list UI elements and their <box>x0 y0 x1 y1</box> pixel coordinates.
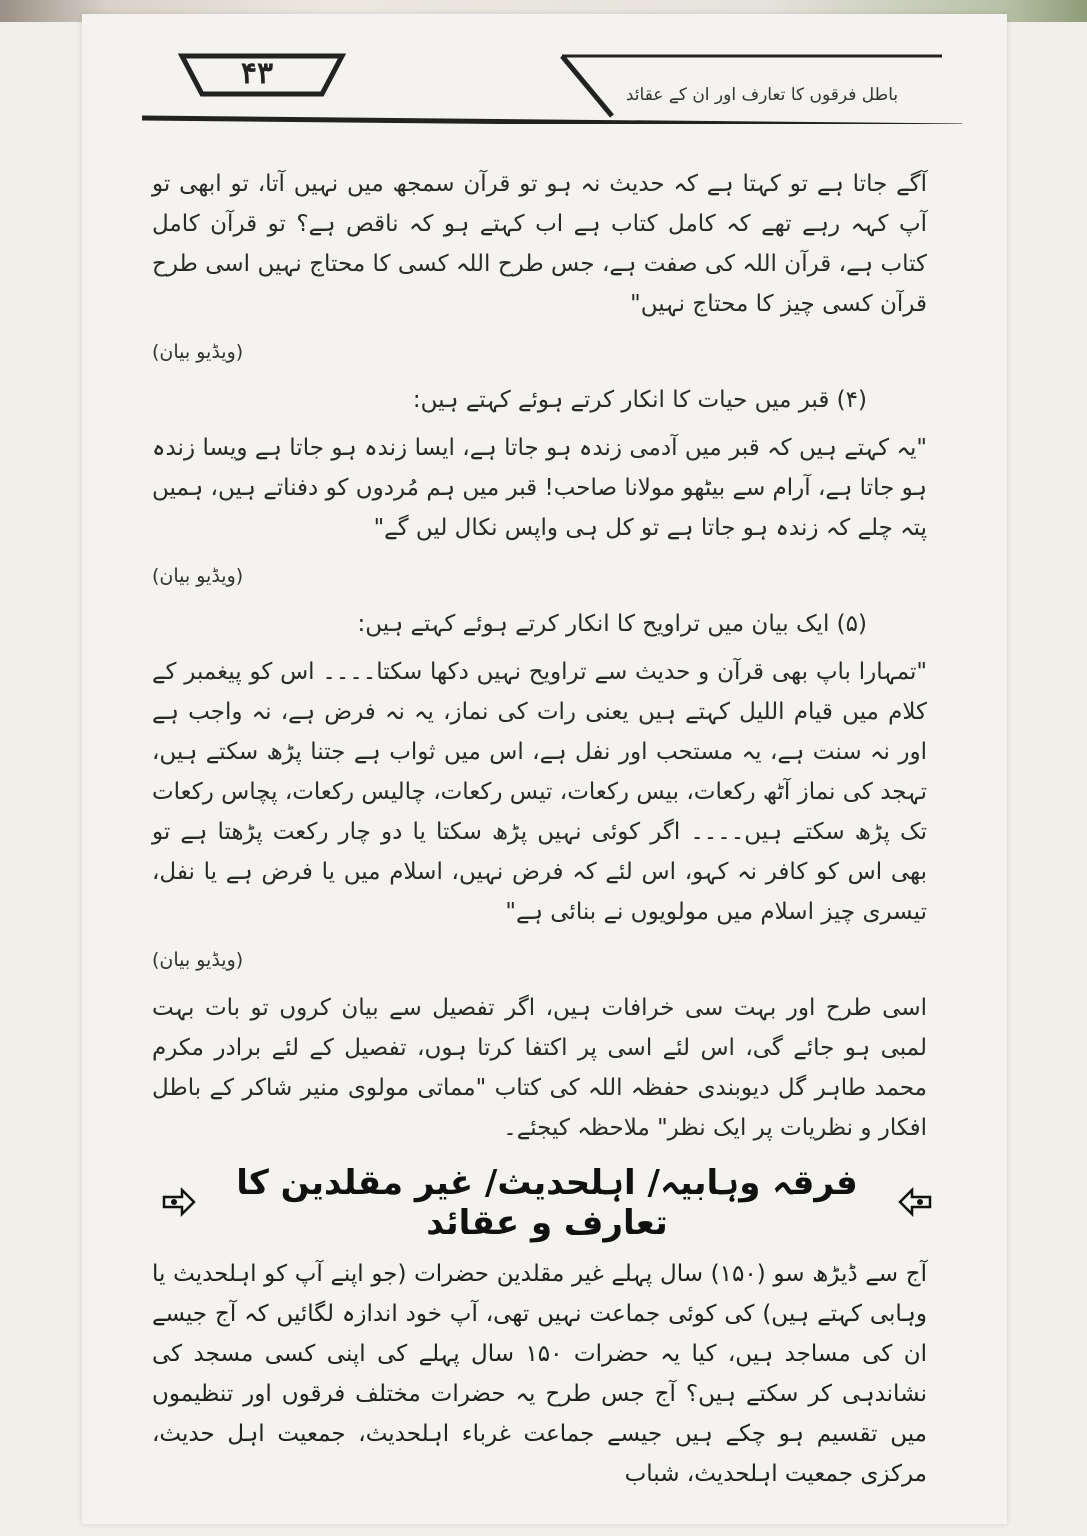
book-page <box>82 14 1007 1524</box>
section-heading <box>162 1162 932 1243</box>
ornament-icon <box>898 1185 932 1219</box>
citation: (ویڈیو بیان) <box>152 949 244 971</box>
paragraph-heading: (۴) قبر میں حیات کا انکار کرتے ہوئے کہتے ہیں: <box>412 387 867 413</box>
page-header <box>142 34 962 124</box>
paragraph: آگے جاتا ہے تو کہتا ہے کہ حدیث نہ ہو تو قرآن سمجھ میں نہیں آتا، تو ابھی تو آپ کہہ رہے تھے کہ کامل کتاب ہے اب کہتے ہو کہ ناقص ہے؟ تو قرآن کامل کتاب ہے، قرآن اللہ کی صفت ہے، جس طرح اللہ کسی کا محتاج نہیں اسی طرح قرآن کسی چیز کا محتاج نہیں" <box>152 171 927 317</box>
paragraph: آج سے ڈیڑھ سو (۱۵۰) سال پہلے غیر مقلدین حضرات (جو اپنے آپ کو اہلحدیث یا وہابی کہتے ہیں) کی کوئی جماعت نہیں تھی، آپ خود اندازہ لگائیں کہ آج جیسے ان کی مساجد ہیں، کیا یہ حضرات ۱۵۰ سال پہلے کی اپنی کسی مسجد کی نشاندہی کر سکتے ہیں؟ آج جس طرح یہ حضرات مختلف فرقوں اور تنظیموں میں تقسیم ہو چکے ہیں جیسے جماعت غرباء اہلحدیث، جمعیت اہل حدیث، مرکزی جمعیت اہلحدیث، شباب <box>152 1261 927 1487</box>
running-title: باطل فرقوں کا تعارف اور ان کے عقائد <box>625 85 899 105</box>
section-title: فرقہ وہابیہ/ اہلحدیث/ غیر مقلدین کا تعارف و عقائد <box>236 1162 858 1243</box>
citation: (ویڈیو بیان) <box>152 565 244 587</box>
citation: (ویڈیو بیان) <box>152 341 244 363</box>
paragraph: اسی طرح اور بہت سی خرافات ہیں، اگر تفصیل سے بیان کروں تو بات بہت لمبی ہو جائے گی، اس لئے اسی پر اکتفا کرتا ہوں، تفصیل کے لئے برادر مکرم محمد طاہر گل دیوبندی حفظہ اللہ کی کتاب "مماتی مولوی منیر شاکر کے باطل افکار و نظریات پر ایک نظر" ملاحظہ کیجئے۔ <box>152 995 927 1141</box>
page-number: ۴۳ <box>240 56 274 91</box>
section-body <box>152 1254 927 1494</box>
ornament-icon <box>162 1185 196 1219</box>
paragraph: "تمہارا باپ بھی قرآن و حدیث سے تراویح نہیں دکھا سکتا۔۔۔۔ اس کو پیغمبر کے کلام میں قیام اللیل کہتے ہیں یعنی رات کی نماز، یہ نہ فرض ہے، نہ واجب ہے اور نہ سنت ہے، یہ مستحب اور نفل ہے، اس میں ثواب ہے جتنا پڑھ سکتے ہیں، تہجد کی نماز آٹھ رکعات، بیس رکعات، تیس رکعات، چالیس رکعات، پچاس رکعات تک پڑھ سکتے ہیں۔۔۔۔ اگر کوئی نہیں پڑھ سکتا یا دو چار رکعت پڑھتا ہے تو بھی اس کو کافر نہ کہو، اس لئے کہ فرض نہیں، اسلام میں یا فرض ہے یا نفل، تیسری چیز اسلام میں مولویوں نے بنائی ہے" <box>152 659 927 925</box>
paragraph-heading: (۵) ایک بیان میں تراویح کا انکار کرتے ہوئے کہتے ہیں: <box>357 611 867 637</box>
paragraph: "یہ کہتے ہیں کہ قبر میں آدمی زندہ ہو جاتا ہے، ایسا زندہ ہو جاتا ہے ویسا زندہ ہو جاتا ہے، آرام سے بیٹھو مولانا صاحب! قبر میں ہم مُردوں کو دفناتے ہیں، ہمیں پتہ چلے کہ زندہ ہو جاتا ہے تو کل ہی واپس نکال لیں گے" <box>152 435 927 541</box>
body-text <box>152 164 927 1156</box>
